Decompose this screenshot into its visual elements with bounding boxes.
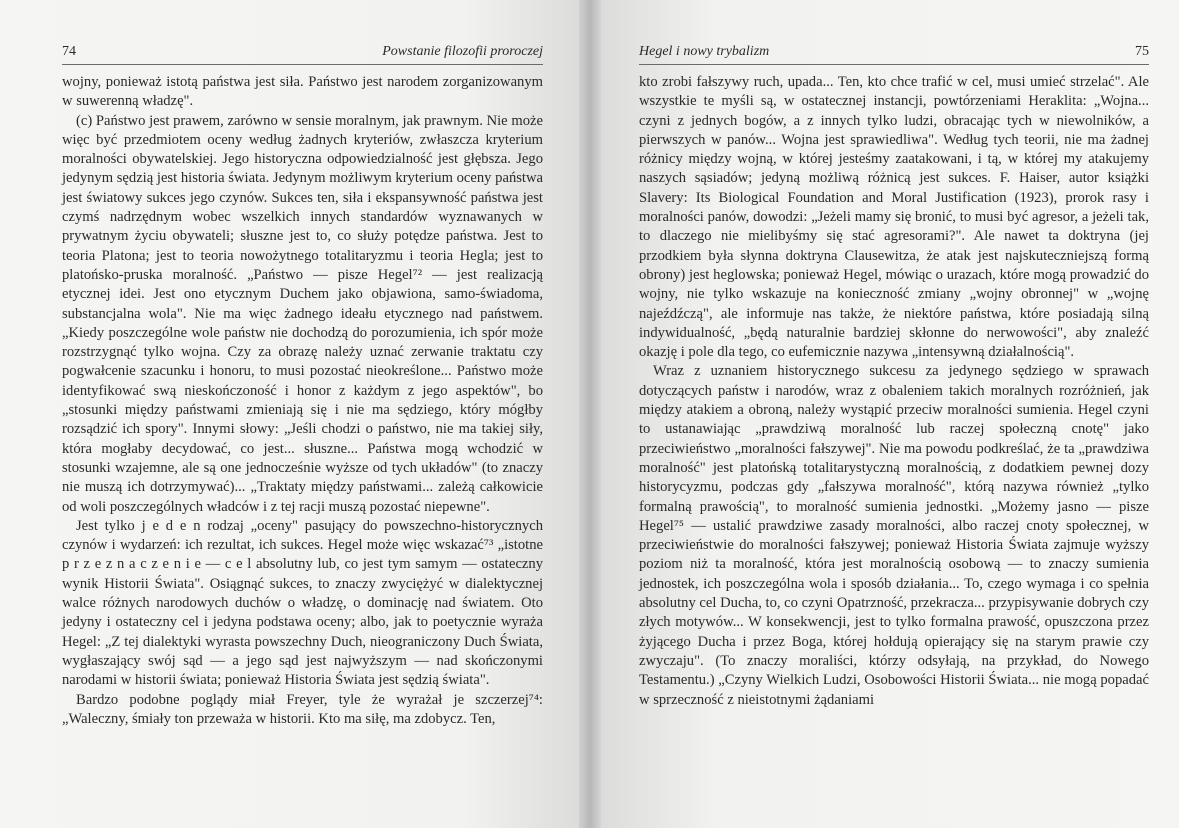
left-paragraph: Bardzo podobne poglądy miał Freyer, tyle że wyrażał je szczerzej⁷⁴: „Waleczny, śmiały ton przeważa w historii. Kto ma siłę, ma zdobycz. Ten,: [62, 691, 543, 727]
right-page: [601, 0, 1179, 828]
right-page-number: 75: [1135, 44, 1149, 59]
left-paragraph: (c) Państwo jest prawem, zarówno w sensie moralnym, jak prawnym. Nie może więc być przedmiotem oceny według żadnych kryteriów, zwłaszcza kryterium moralności obywatelskiej. Jego historyczna odpowiedzialność jest głębsza. Jego jedynym sędzią jest historia świata. Jedynym możliwym kryterium oceny państwa jest światowy sukces jego czynów. Sukces ten, siła i ekspansywność państwa jest czymś nadrzędnym wobec wszelkich innych standardów wyznawanych w prywatnym życiu obywateli; słuszne jest to, co służy potędze państwa. Jest to teoria Platona; jest to teoria nowożytnego totalitaryzmu i teoria Hegla; jest to platońsko-pruska moralność. „Państwo — pisze Hegel⁷² — jest realizacją etycznej idei. Jest ono etycznym Duchem jako objawiona, samo-świadoma, substancjalna wola". Nie ma więc żadnego ideału etycznego nad państwem. „Kiedy poszczególne wole państw nie dochodzą do porozumienia, ich spór może rozstrzygnąć tylko wojna. Czy za obrazę należy uznać zerwanie traktatu czy pogwałcenie szacunku i honoru, to musi pozostać nieokreślone... Państwo może identyfikować swą nieskończoność i honor z każdym z jego aspektów", bo „stosunki między państwami zmieniają się i nie ma sędziego, który mógłby rozsądzić ich spory". Innymi słowy: „Jeśli chodzi o państwo, nie ma takiej siły, która mogłaby decydować, co jest... słuszne... Państwa mogą wchodzić w stosunki wzajemne, ale są one jednocześnie wyższe od tych układów" (to znaczy nie muszą ich dotrzymywać)... „Traktaty między państwami... zależą całkowicie od woli poszczególnych władców i z tej racji muszą pozostać niepewne".: [62, 112, 543, 515]
right-body-text: [639, 73, 1149, 710]
book-gutter: [579, 0, 601, 828]
left-paragraph: Jest tylko j e d e n rodzaj „oceny" pasujący do powszechno-historycznych czynów i wydarzeń: ich rezultat, ich sukces. Hegel może więc wskazać⁷³ „istotne p r z e z n a c z e n i e — c e l absolutny lub, co jest tym samym — ostateczny wynik Historii Świata". Osiągnąć sukces, to znaczy zwyciężyć w dialektycznej walce różnych narodowych duchów o władzę, o dominację nad światem. Oto jedyny i ostateczny cel i jedyna podstawa oceny; albo, jak to poetycznie wyraża Hegel: „Z tej dialektyki wyrasta powszechny Duch, nieograniczony Duch Świata, wygłaszający swój sąd — a jego sąd jest najwyższym — nad skończonymi narodami w historii świata; ponieważ Historia Świata jest sędzią świata".: [62, 517, 543, 689]
right-running-head: [639, 44, 1149, 65]
left-running-title: Powstanie filozofii proroczej: [382, 44, 543, 59]
right-paragraph: Wraz z uznaniem historycznego sukcesu za jedynego sędziego w sprawach dotyczących państw i narodów, wraz z obaleniem takich moralnych rozróżnień, jak między atakiem a obroną, należy wystąpić przeciw moralności sumienia. Hegel czyni to ustanawiając „prawdziwą moralność lub raczej społeczną cnotę" jako przeciwieństwo „moralności fałszywej". Nie ma powodu podkreślać, że ta „prawdziwa moralność" jest platońską totalitarystyczną moralnością, z dodatkiem pewnej dozy historycyzmu, podczas gdy „fałszywa moralność", którą nazywa również „tylko formalną prawością", to moralność sumienia jednostki. „Możemy jasno — pisze Hegel⁷⁵ — ustalić prawdziwe zasady moralności, albo raczej cnoty społecznej, w przeciwieństwie do moralności fałszywej; ponieważ Historia Świata zajmuje wyższy poziom niż ta moralność, która jest moralnością osobową — to znaczy sumienia jednostek, ich poszczególna wola i sposób działania... To, czego wymaga i co spełnia absolutny cel Ducha, to, co czyni Opatrzność, przekracza... przypisywanie dobrych czy złych motywów... W konsekwencji, jest to tylko formalna prawość, opuszczona przez żyjącego Ducha i przez Boga, której hołdują opierający się na starym prawie czy zwyczaju". (To znaczy moraliści, którzy odsyłają, na przykład, do Nowego Testamentu.) „Czyny Wielkich Ludzi, Osobowości Historii Świata... nie mogą popadać w sprzeczność z nieistotnymi żądaniami: [639, 363, 1149, 708]
right-paragraph: kto zrobi fałszywy ruch, upada... Ten, kto chce trafić w cel, musi umieć strzelać". Ale wszystkie te myśli są, w ostatecznej instancji, powtórzeniami Heraklita: „Wojna... czyni z jednych bogów, a z innych tylko ludzi, obracając tych w niewolników, a pierwszych w panów... Wojna jest sprawiedliwa". Według tych teorii, nie ma żadnej różnicy między wojną, w której jesteśmy zaatakowani, i tą, w której my atakujemy naszych sąsiadów; jedyną możliwą różnicą jest sukces. F. Haiser, autor książki Slavery: Its Biological Foundation and Moral Justification (1923), prorok rasy i moralności panów, dowodzi: „Jeżeli mamy się bronić, to musi być agresor, a jeżeli tak, to dlaczego nie mielibyśmy się stać agresorami?". Ale nawet ta doktryna (jej przodkiem była słynna doktryna Clausewitza, że atak jest najskuteczniejszą formą obrony) jest heglowska; ponieważ Hegel, mówiąc o urazach, które mogą prowadzić do wojny, nie tylko wskazuje na konieczność zmiany „wojny obronnej" w „wojnę najeźdźczą", ale informuje nas także, że niektóre państwa, które posiadają silną indywidualność, „będą naturalnie bardziej skłonne do nerwowości", aby znaleźć okazję i pole dla tego, co eufemicznie nazywa „intensywną działalnością".: [639, 74, 1149, 361]
right-running-title: Hegel i nowy trybalizm: [639, 44, 770, 59]
left-body-text: [62, 73, 543, 729]
left-page: [0, 0, 579, 828]
left-paragraph: wojny, ponieważ istotą państwa jest siła. Państwo jest narodem zorganizowanym w suwerenną władzę".: [62, 74, 543, 110]
left-page-number: 74: [62, 44, 76, 59]
left-running-head: [62, 44, 543, 65]
